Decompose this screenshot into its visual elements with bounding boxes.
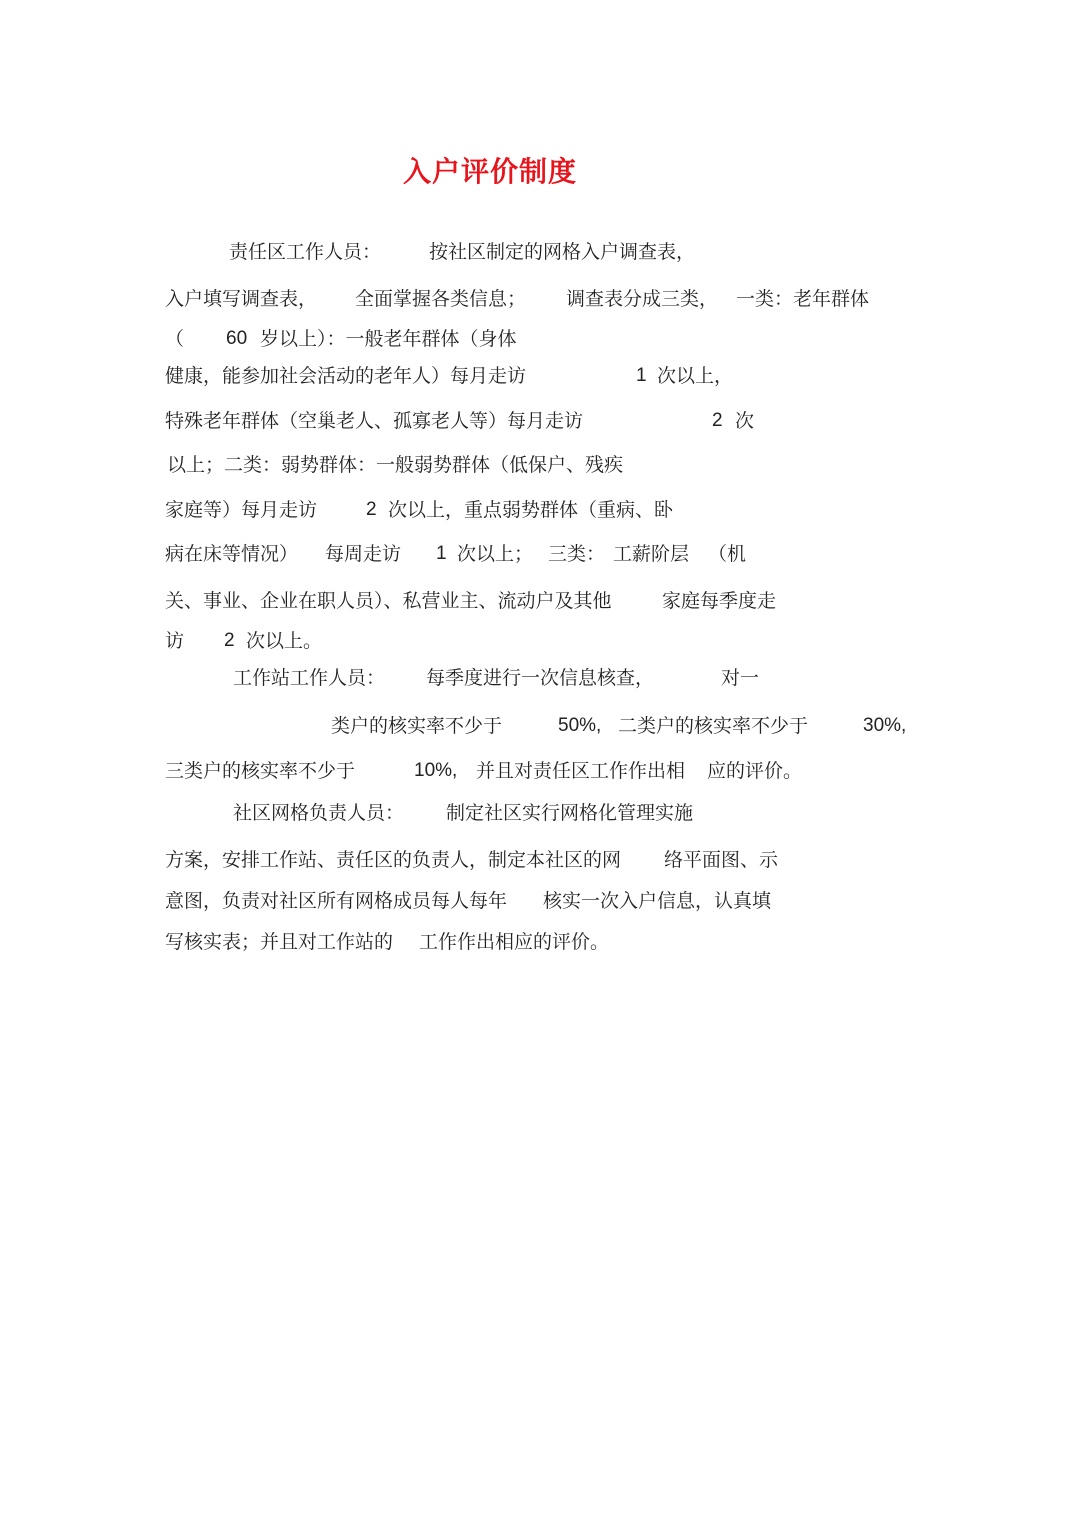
- text-segment: 家庭等）每月走访: [165, 499, 318, 521]
- text-segment: 方案，安排工作站、责任区的负责人，制定本社区的网: [165, 849, 622, 871]
- text-segment: 制定社区实行网格化管理实施: [446, 802, 694, 824]
- number-segment: 60: [226, 328, 248, 349]
- text-segment: 写核实表；并且对工作站的: [165, 931, 394, 953]
- text-segment: 责任区工作人员：: [229, 241, 382, 263]
- text-segment: 全面掌握各类信息；: [355, 288, 527, 310]
- text-segment: 对一: [721, 667, 760, 689]
- text-segment: 二类户的核实率不少于: [618, 715, 809, 737]
- text-segment: 工作作出相应的评价。: [419, 931, 610, 953]
- text-segment: 以上；二类：弱势群体：一般弱势群体（低保户、残疾: [167, 454, 624, 476]
- text-segment: 每周走访: [325, 543, 402, 565]
- text-segment: 次以上。: [246, 630, 323, 652]
- text-segment: 并且对责任区工作作出相: [476, 760, 686, 782]
- text-segment: 工薪阶层: [613, 543, 690, 565]
- text-segment: 三类：: [548, 543, 606, 565]
- text-segment: 调查表分成三类，: [566, 288, 719, 310]
- text-segment: 三类户的核实率不少于: [165, 760, 356, 782]
- number-segment: 10%,: [414, 760, 458, 781]
- text-segment: 社区网格负责人员：: [233, 802, 405, 824]
- number-segment: 30%,: [863, 715, 907, 736]
- text-segment: 家庭每季度走: [662, 590, 777, 612]
- text-segment: 按社区制定的网格入户调查表，: [429, 241, 696, 263]
- text-segment: 核实一次入户信息，认真填: [543, 890, 772, 912]
- text-segment: 一类：老年群体: [736, 288, 870, 310]
- number-segment: 2: [712, 410, 723, 431]
- number-segment: 2: [366, 499, 377, 520]
- number-segment: 50%,: [558, 715, 602, 736]
- document-title: 入户评价制度: [402, 155, 577, 188]
- number-segment: 1: [436, 543, 447, 564]
- text-segment: 关、事业、企业在职人员）、私营业主、流动户及其他: [165, 590, 612, 612]
- text-segment: 类户的核实率不少于: [331, 715, 503, 737]
- text-segment: 工作站工作人员：: [233, 667, 386, 689]
- text-segment: 访: [165, 630, 185, 652]
- number-segment: 2: [224, 630, 235, 651]
- text-segment: 次: [735, 410, 755, 432]
- text-segment: 次以上；: [457, 543, 534, 565]
- number-segment: 1: [636, 365, 647, 386]
- text-segment: 络平面图、示: [664, 849, 779, 871]
- text-segment: 入户填写调查表，: [165, 288, 318, 310]
- text-segment: 意图，负责对社区所有网格成员每人每年: [165, 890, 508, 912]
- text-segment: 健康，能参加社会活动的老年人）每月走访: [165, 365, 527, 387]
- text-segment: 次以上，重点弱势群体（重病、卧: [388, 499, 674, 521]
- text-segment: 每季度进行一次信息核查，: [426, 667, 655, 689]
- text-segment: 岁以上）：一般老年群体（身体: [260, 328, 517, 350]
- text-segment: 应的评价。: [707, 760, 803, 782]
- text-segment: （机: [708, 543, 747, 565]
- text-segment: （: [165, 328, 185, 350]
- text-segment: 特殊老年群体（空巢老人、孤寡老人等）每月走访: [165, 410, 584, 432]
- text-segment: 次以上，: [657, 365, 734, 387]
- text-segment: 病在床等情况）: [165, 543, 299, 565]
